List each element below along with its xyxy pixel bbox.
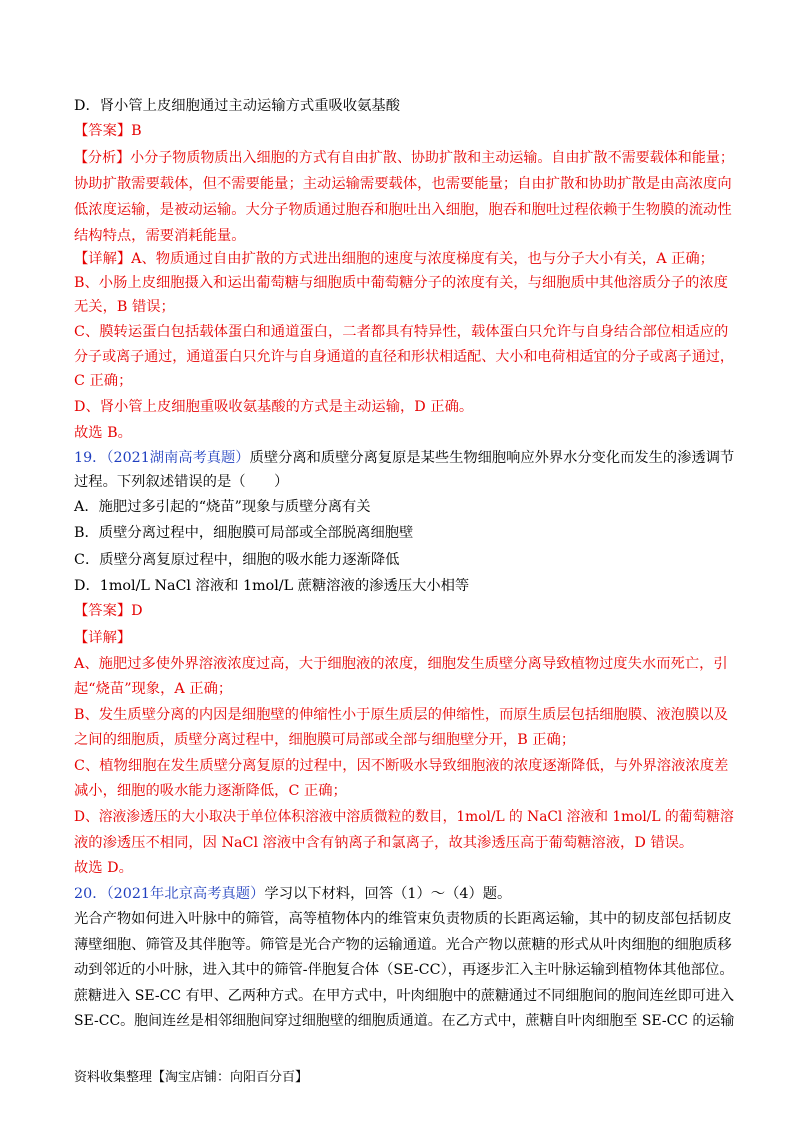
option-c: C．质壁分离复原过程中，细胞的吸水能力逐渐降低: [74, 552, 400, 568]
text-line: 过程。下列叙述错误的是（ ）: [74, 474, 289, 490]
answer-label: 【答案】D: [74, 603, 143, 619]
text-line: B、小肠上皮细胞摄入和运出葡萄糖与细胞质中葡萄糖分子的浓度有关，与细胞质中其他溶质分子的浓度: [74, 275, 728, 291]
text-line: 【详解】A、物质通过自由扩散的方式进出细胞的速度与浓度梯度有关，也与分子大小有关，A 正确；: [74, 251, 714, 267]
text-line: 液的渗透压不相同，因 NaCl 溶液中含有钠离子和氯离子，故其渗透压高于葡萄糖溶液，D 错误。: [74, 835, 694, 851]
text-line: 分子或离子通过，通道蛋白只允许与自身通道的直径和形状相适配、大小和电荷相适宜的分子或离子通过，: [74, 349, 734, 365]
option-b: B．质壁分离过程中，细胞膜可局部或全部脱离细胞壁: [74, 525, 414, 541]
text-line: D、溶液渗透压的大小取决于单位体积溶液中溶质微粒的数目，1mol/L 的 NaCl 溶液和 1mol/L 的葡萄糖溶: [74, 809, 734, 825]
text-line: 之间的细胞质，质壁分离过程中，细胞膜可局部或全部与细胞壁分开，B 正确；: [74, 732, 576, 748]
text-line: 结构特点，需要消耗能量。: [74, 228, 246, 244]
text-line: 薄壁细胞、筛管及其伴胞等。筛管是光合产物的运输通道。光合产物以蔗糖的形式从叶肉细胞的细胞质移: [74, 937, 732, 953]
text-line: D、肾小管上皮细胞重吸收氨基酸的方式是主动运输，D 正确。: [74, 399, 474, 415]
text-line: 光合产物如何进入叶脉中的筛管，高等植物体内的维管束负责物质的长距离运输，其中的韧皮部包括韧皮: [74, 911, 732, 927]
text-line: 协助扩散需要载体，但不需要能量；主动运输需要载体，也需要能量；自由扩散和协助扩散是由高浓度向: [74, 176, 732, 192]
text-line: C 正确；: [74, 373, 133, 389]
text-line: 减小，细胞的吸水能力逐渐降低，C 正确；: [74, 783, 347, 799]
text-line: 【分析】小分子物质物质出入细胞的方式有自由扩散、协助扩散和主动运输。自由扩散不需要载体和能量；: [74, 150, 734, 166]
text-line: C、膜转运蛋白包括载体蛋白和通道蛋白，二者都具有特异性，载体蛋白只允许与自身结合部位相适应的: [74, 324, 729, 340]
text-line: 低浓度运输，是被动运输。大分子物质通过胞吞和胞吐出入细胞，胞吞和胞吐过程依赖于生物膜的流动性: [74, 202, 732, 218]
question-source: 19．（2021湖南高考真题）: [74, 450, 250, 466]
text-line: 动到邻近的小叶脉，进入其中的筛管-伴胞复合体（SE-CC），再逐步汇入主叶脉运输到植物体其他部位。: [74, 962, 734, 978]
text-line: 故选 D。: [74, 860, 133, 876]
text-line: A、施肥过多使外界溶液浓度过高，大于细胞液的浓度，细胞发生质壁分离导致植物过度失水而死亡，引: [74, 656, 728, 672]
question-20: 20．（2021年北京高考真题）学习以下材料，回答（1）～（4）题。: [74, 886, 512, 902]
option-d: D．1mol/L NaCl 溶液和 1mol/L 蔗糖溶液的渗透压大小相等: [74, 578, 470, 594]
answer-label: 【答案】B: [74, 123, 142, 139]
detail-label: 【详解】: [74, 630, 132, 646]
option-a: A．施肥过多引起的“烧苗”现象与质壁分离有关: [74, 499, 371, 515]
text-line: 起“烧苗”现象，A 正确；: [74, 681, 233, 697]
text-line: 蔗糖进入 SE-CC 有甲、乙两种方式。在甲方式中，叶肉细胞中的蔗糖通过不同细胞间的胞间连丝即可进入: [74, 988, 735, 1004]
page-footer: 资料收集整理【淘宝店铺：向阳百分百】: [74, 1070, 309, 1085]
text-line: SE-CC。胞间连丝是相邻细胞间穿过细胞壁的细胞质通道。在乙方式中，蔗糖自叶肉细胞至 SE-CC 的运输: [74, 1013, 735, 1029]
text-line: 故选 B。: [74, 425, 132, 441]
question-19: 19．（2021湖南高考真题）质壁分离和质壁分离复原是某些生物细胞响应外界水分变化而发生的渗透调节: [74, 450, 735, 466]
question-source: 20．（2021年北京高考真题）: [74, 886, 265, 902]
text-line: C、植物细胞在发生质壁分离复原的过程中，因不断吸水导致细胞液的浓度逐渐降低，与外界溶液浓度差: [74, 758, 729, 774]
text-line: D．肾小管上皮细胞通过主动运输方式重吸收氨基酸: [74, 98, 400, 114]
text-line: B、发生质壁分离的内因是细胞壁的伸缩性小于原生质层的伸缩性，而原生质层包括细胞膜、液泡膜以及: [74, 707, 728, 723]
text-line: 无关，B 错误；: [74, 299, 175, 315]
